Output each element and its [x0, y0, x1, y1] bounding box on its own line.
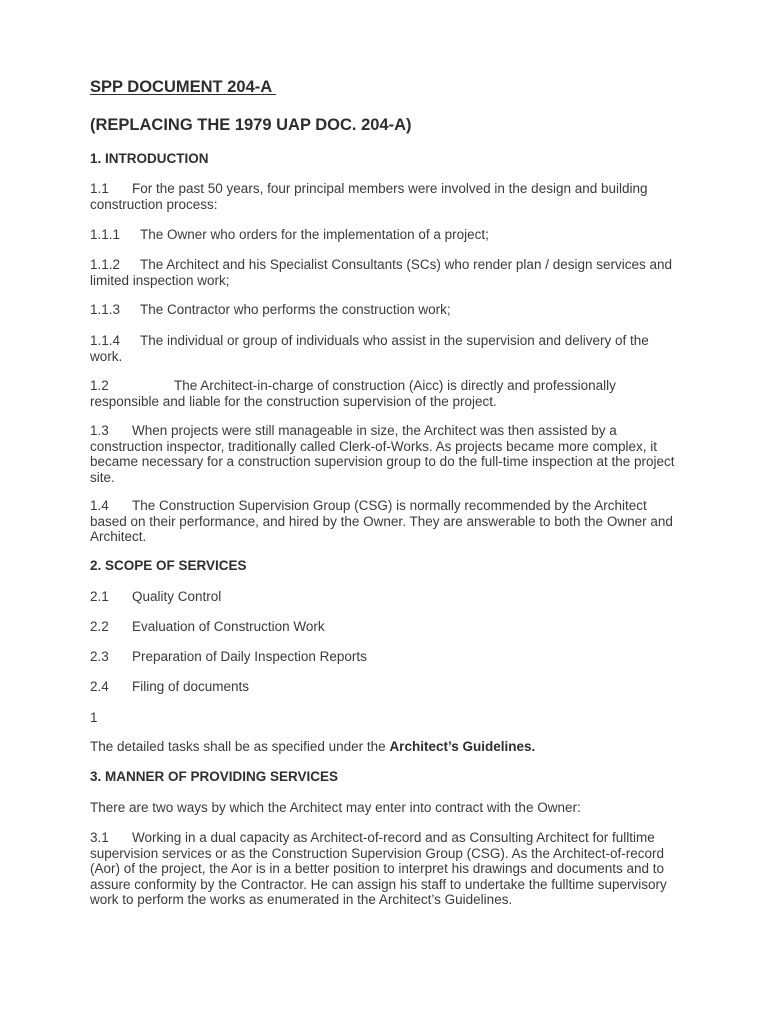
guidelines-reference: Architect’s Guidelines.: [389, 739, 536, 754]
paragraph-number: 1.1: [90, 181, 109, 196]
paragraph-1-1-1: [90, 227, 680, 243]
item-text: Filing of documents: [132, 679, 250, 694]
list-item: [90, 649, 367, 664]
paragraph-text: The Owner who orders for the implementation of a project;: [140, 227, 489, 242]
paragraph-text: The Architect and his Specialist Consultants (SCs) who render plan / design services and limited inspection work;: [90, 257, 673, 288]
paragraph-1-1-3: [90, 302, 680, 318]
paragraph-number: 1.3: [90, 423, 109, 438]
paragraph-text: For the past 50 years, four principal members were involved in the design and building construction process:: [90, 181, 648, 212]
paragraph-1-4: [90, 498, 680, 545]
section-heading-manner-of-providing-services: 3. MANNER OF PROVIDING SERVICES: [90, 769, 339, 784]
item-number: 2.4: [90, 679, 109, 694]
paragraph-number: 1.4: [90, 498, 109, 513]
item-number: 2.1: [90, 589, 109, 604]
section-heading-scope-of-services: 2. SCOPE OF SERVICES: [90, 558, 247, 573]
paragraph-number: 1.1.4: [90, 333, 121, 348]
paragraph-text: The individual or group of individuals who assist in the supervision and delivery of the work.: [90, 333, 649, 364]
paragraph-text: Working in a dual capacity as Architect-of-record and as Consulting Architect for fulltime supervision services or as the Construction Supervision Group (CSG). As the Architect-of-record (Aor) of the project, the Aor is in a better position to interpret his drawings and documents and to assure conformity by the Contractor. He can assign his staff to undertake the fulltime supervisory work to perform the works as enumerated in the Architect’s Guidelines.: [90, 830, 667, 908]
paragraph-text: The Construction Supervision Group (CSG) is normally recommended by the Architect based on their performance, and hired by the Owner. They are answerable to both the Owner and Architect.: [90, 498, 673, 545]
paragraph-number: 1.1.2: [90, 257, 121, 272]
paragraph-1-1-2: [90, 257, 680, 288]
paragraph-number: 1.2: [90, 378, 109, 393]
section-heading-introduction: 1. INTRODUCTION: [90, 151, 209, 166]
item-number: 2.3: [90, 649, 109, 664]
paragraph-text: The Contractor who performs the construction work;: [140, 302, 451, 317]
document-subtitle: (REPLACING THE 1979 UAP DOC. 204-A): [90, 116, 412, 134]
list-item: [90, 679, 249, 694]
list-item: [90, 589, 221, 604]
paragraph-text: When projects were still manageable in size, the Architect was then assisted by a construction inspector, traditionally called Clerk-of-Works. As projects became more complex, it became necessary for a construction supervision group to do the full-time inspection at the project site.: [90, 423, 675, 485]
section-3-intro: There are two ways by which the Architect may enter into contract with the Owner:: [90, 800, 581, 815]
detailed-tasks-note: [90, 739, 535, 754]
note-text: The detailed tasks shall be as specified under the: [90, 739, 390, 754]
item-number: 2.2: [90, 619, 109, 634]
paragraph-text: The Architect-in-charge of construction (Aicc) is directly and professionally responsible and liable for the construction supervision of the project.: [90, 378, 616, 409]
paragraph-1-1-4: [90, 333, 680, 364]
item-text: Evaluation of Construction Work: [132, 619, 325, 634]
paragraph-number: 1.1.1: [90, 227, 121, 242]
document-title: SPP DOCUMENT 204-A: [90, 78, 277, 96]
page-number: 1: [90, 710, 98, 725]
paragraph-number: 3.1: [90, 830, 109, 845]
paragraph-3-1: [90, 830, 680, 908]
item-text: Quality Control: [132, 589, 222, 604]
paragraph-1-3: [90, 423, 680, 485]
paragraph-1-2: [90, 378, 680, 409]
paragraph-number: 1.1.3: [90, 302, 121, 317]
paragraph-1-1: [90, 181, 680, 212]
item-text: Preparation of Daily Inspection Reports: [132, 649, 367, 664]
list-item: [90, 619, 325, 634]
